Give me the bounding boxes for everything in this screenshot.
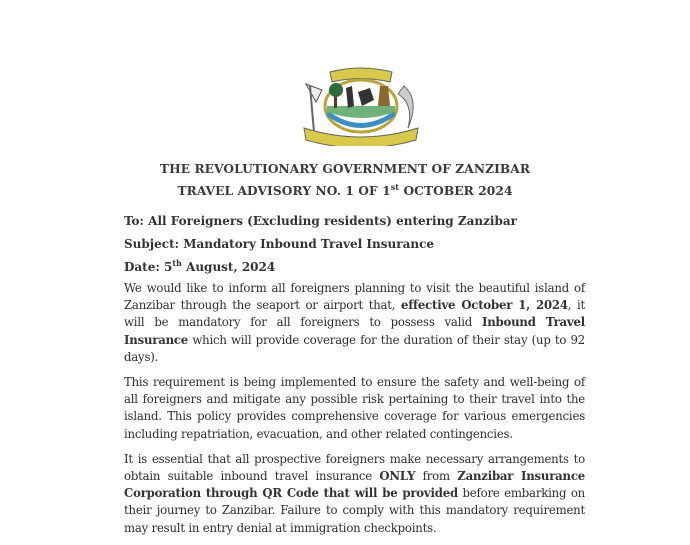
paragraph-1: We would like to inform all foreigners planning to visit the beautiful island of Zanzibar through the seaport or airport that, effective October 1, 2024, it will be mandatory for all foreigners to possess valid Inbound Travel Insurance which will provide coverage for the duration of their stay (up to 92 days).: [124, 281, 585, 364]
advisory-title: TRAVEL ADVISORY NO. 1 OF 1st OCTOBER 2024: [177, 181, 513, 198]
paragraph-3: It is essential that all prospective foreigners make necessary arrangements to obtain suitable inbound travel insurance ONLY from Zanzibar Insurance Corporation through QR Code that will be provided before embarking on their journey to Zanzibar. Failure to comply with this mandatory requirement may result in entry denial at immigration checkpoints.: [124, 451, 586, 535]
coat-of-arms-logo: [296, 66, 426, 146]
subject-line: Subject: Mandatory Inbound Travel Insurance: [124, 237, 435, 251]
government-title: THE REVOLUTIONARY GOVERNMENT OF ZANZIBAR: [159, 162, 531, 176]
paragraph-2: This requirement is being implemented to ensure the safety and well-being of all foreigners and mitigate any possible risk pertaining to their travel into the island. This policy provides comprehensive coverage for various emergencies including repatriation, evacuation, and other related contingencies.: [124, 375, 585, 441]
recipient-line: To: All Foreigners (Excluding residents) entering Zanzibar: [124, 214, 517, 228]
body-text: [124, 280, 585, 545]
date-line: Date: 5th August, 2024: [124, 258, 276, 274]
